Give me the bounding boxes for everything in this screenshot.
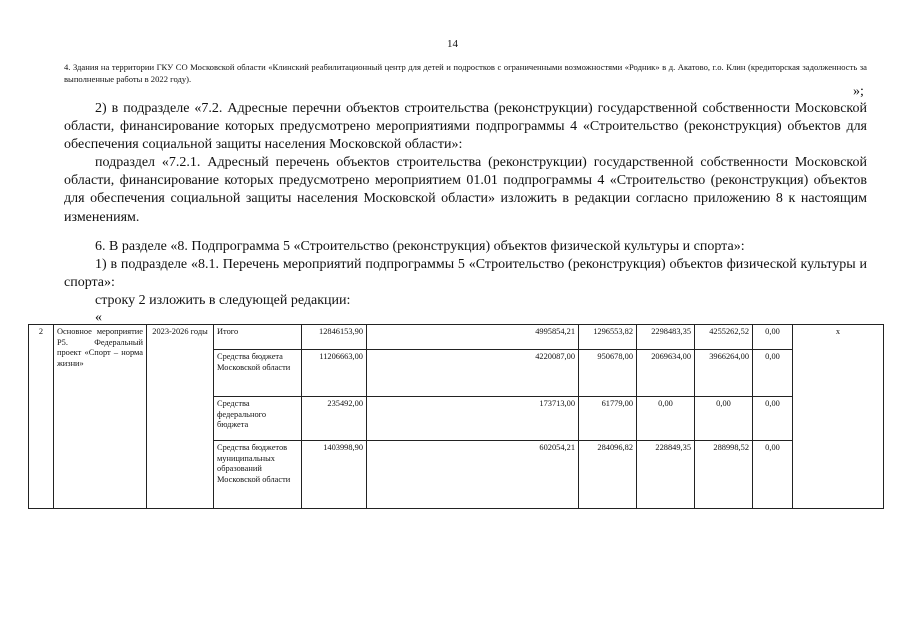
year-value: 4220087,00 [367,350,579,397]
measure-name: Основное мероприятие Р5. Федеральный проект «Спорт – норма жизни» [54,325,147,509]
year-value: 3966264,00 [695,350,753,397]
year-value: 284096,82 [579,441,637,509]
total-value: 1403998,90 [302,441,367,509]
funding-table [28,324,884,509]
table-row-total [29,325,884,350]
year-value: 0,00 [753,441,793,509]
paragraph-row-2-instruction: строку 2 изложить в следующей редакции: [95,293,351,308]
year-value: 2298483,35 [637,325,695,350]
paragraph-subsection-7-2-1: подраздел «7.2.1. Адресный перечень объектов строительства (реконструкции) государственной собственности Московской области, финансирование которых предусмотрено мероприятием 01.01 подпрограммы 4 «Строительство (реконструкция) объектов для обеспечения социальной защиты населения Московской области» изложить в редакции согласно приложению 8 к настоящим изменениям. [64,155,867,225]
total-value: 11206663,00 [302,350,367,397]
total-value: 235492,00 [302,397,367,441]
total-value: 12846153,90 [302,325,367,350]
funding-source: Средства бюджетов муниципальных образований Московской области [214,441,302,509]
year-value: 0,00 [753,325,793,350]
period: 2023-2026 годы [147,325,214,509]
year-value: 288998,52 [695,441,753,509]
year-value: 0,00 [695,397,753,441]
year-value: 1296553,82 [579,325,637,350]
year-value: 4255262,52 [695,325,753,350]
year-value: 2069634,00 [637,350,695,397]
year-value: 0,00 [637,397,695,441]
year-value: 228849,35 [637,441,695,509]
closing-quote: »; [853,84,864,99]
year-value: 0,00 [753,397,793,441]
paragraph-section-8: 6. В разделе «8. Подпрограмма 5 «Строительство (реконструкция) объектов физической культуры и спорта»: [95,239,745,254]
row-number: 2 [29,325,54,509]
year-value: 0,00 [753,350,793,397]
year-value: 602054,21 [367,441,579,509]
paragraph-subsection-8-1: 1) в подразделе «8.1. Перечень мероприятий подпрограммы 5 «Строительство (реконструкция) объектов физической культуры и спорта»: [64,257,867,291]
paragraph-subsection-7-2: 2) в подразделе «7.2. Адресные перечни объектов строительства (реконструкции) государственной собственности Московской области, финансирование которых предусмотрено мероприятиями подпрограммы 4 «Строительство (реконструкция) объектов для обеспечения социальной защиты населения Московской области»: [64,101,867,153]
year-value: 173713,00 [367,397,579,441]
page-number: 14 [447,38,458,50]
funding-source: Итого [214,325,302,350]
funding-source: Средства бюджета Московской области [214,350,302,397]
footnote-text: 4. Здания на территории ГКУ СО Московской области «Клинский реабилитационный центр для детей и подростков с ограниченными возможностями «Родник» в д. Акатово, г.о. Клин (кредиторская задолженность за выполненные работы в 2022 году). [64,62,867,84]
year-value: 61779,00 [579,397,637,441]
opening-quote: « [95,310,102,325]
year-value: 950678,00 [579,350,637,397]
year-value: 4995854,21 [367,325,579,350]
funding-source: Средства федерального бюджета [214,397,302,441]
responsible-cell: х [793,325,884,509]
